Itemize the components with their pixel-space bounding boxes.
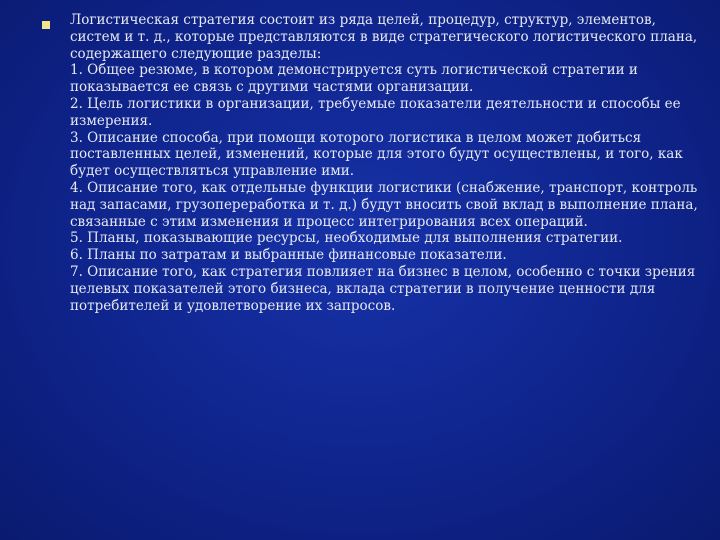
list-item-1: 1. Общее резюме, в котором демонстрируется суть логистической стратегии и показывается ее связь с другими частями организации. — [70, 62, 638, 96]
list-item-7: 7. Описание того, как стратегия повлияет на бизнес в целом, особенно с точки зрения целевых показателей этого бизнеса, вклада стратегии в получение ценности для потребителей и удовлетворение их запросов. — [70, 263, 696, 314]
list-item-5: 5. Планы, показывающие ресурсы, необходимые для выполнения стратегии. — [70, 230, 623, 247]
list-item-3: 3. Описание способа, при помощи которого логистика в целом может добиться поставленных целей, изменений, которые для этого будут осуществлены, и того, как будет осуществляться управление ими. — [70, 129, 683, 180]
list-item-4: 4. Описание того, как отдельные функции логистики (снабжение, транспорт, контроль над запасами, грузопереработка и т. д.) будут вносить свой вклад в выполнение плана, связанные с этим изменения и процесс интегрирования всех операций. — [70, 179, 698, 230]
square-bullet-icon — [42, 21, 50, 29]
intro-paragraph: Логистическая стратегия состоит из ряда целей, процедур, структур, элементов, систем и т. д., которые представляются в виде стратегического логистического плана, содержащего следующие разделы: — [70, 12, 698, 62]
slide-body-text — [70, 12, 702, 314]
list-item-6: 6. Планы по затратам и выбранные финансовые показатели. — [70, 247, 507, 264]
list-item-2: 2. Цель логистики в организации, требуемые показатели деятельности и способы ее измерения. — [70, 95, 681, 129]
